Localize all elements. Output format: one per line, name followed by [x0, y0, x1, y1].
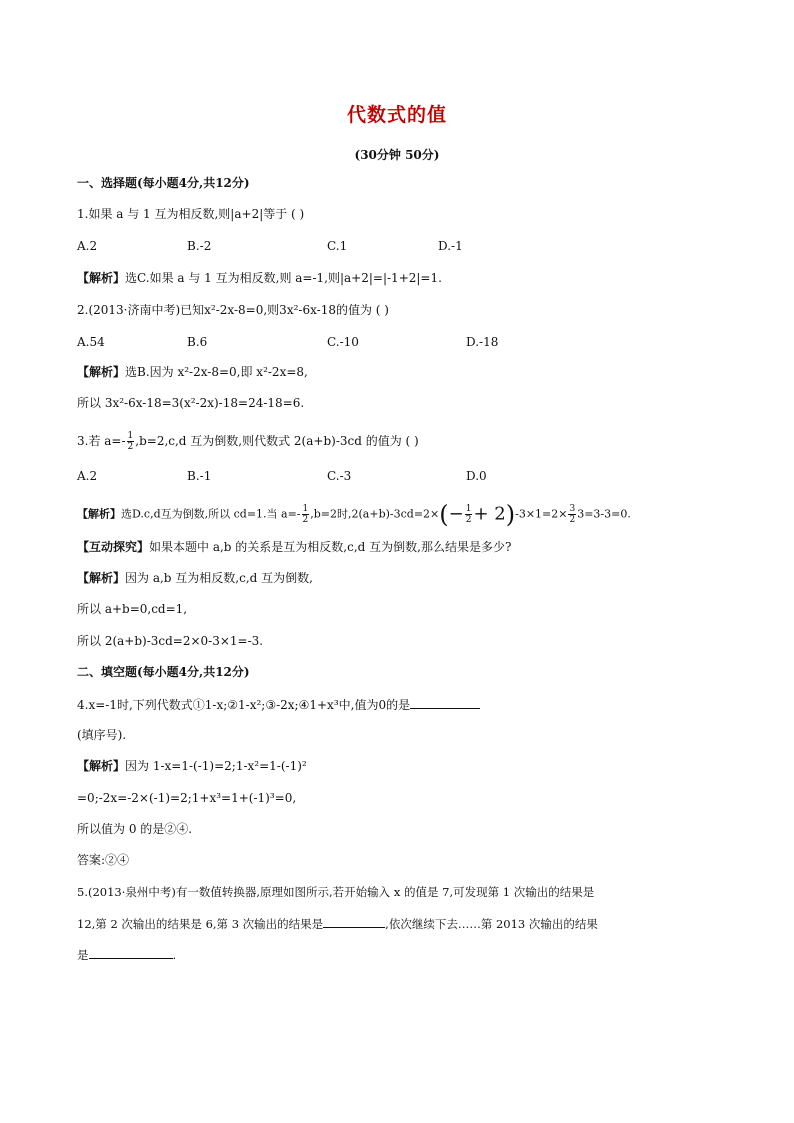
fraction-denominator: 2	[127, 442, 134, 452]
analysis-text: 选B.因为 x²-2x-8=0,即 x²-2x=8,	[125, 365, 308, 379]
right-paren: )	[505, 500, 516, 529]
q3-stem	[77, 431, 419, 452]
analysis-tag: 【解析】	[77, 507, 121, 521]
q3-option-c: C.-3	[327, 469, 352, 483]
explore-analysis-3: 所以 2(a+b)-3cd=2×0-3×1=-3.	[77, 634, 264, 648]
q4-stem-2: (填序号).	[77, 728, 127, 742]
fraction-numerator: 3	[569, 504, 576, 514]
q4-stem-text: 4.x=-1时,下列代数式①1-x;②1-x²;③-2x;④1+x³中,值为0的是	[77, 698, 411, 712]
q1-stem: 1.如果 a 与 1 互为相反数,则|a+2|等于 ( )	[77, 207, 305, 221]
page-subtitle: (30分钟 50分)	[354, 148, 440, 162]
q2-option-d: D.-18	[466, 335, 499, 349]
q5-line-2	[77, 915, 598, 932]
explore-tag: 【互动探究】	[77, 540, 150, 554]
analysis-tag: 【解析】	[77, 759, 126, 773]
fraction	[302, 504, 310, 525]
section2-heading: 二、填空题(每小题4分,共12分)	[77, 665, 250, 679]
q3-option-d: D.0	[466, 469, 487, 483]
q5-text: .	[172, 948, 177, 962]
q5-text: 是	[77, 948, 89, 962]
q4-analysis-1	[77, 758, 307, 774]
q3-analysis	[77, 500, 631, 529]
q5-text: ,依次继续下去……第 2013 次输出的结果	[385, 917, 598, 931]
q4-answer: 答案:②④	[77, 853, 130, 867]
plus-two: + 2	[473, 503, 506, 525]
q5-text: 12,第 2 次输出的结果是 6,第 3 次输出的结果是	[77, 917, 324, 931]
fraction-denominator: 2	[569, 515, 576, 525]
answer-blank[interactable]	[89, 946, 173, 959]
fraction	[568, 504, 576, 525]
explore-text: 如果本题中 a,b 的关系是互为相反数,c,d 互为倒数,那么结果是多少?	[149, 540, 512, 554]
q3-option-a: A.2	[77, 469, 98, 483]
answer-blank[interactable]	[410, 696, 480, 709]
q2-option-b: B.6	[187, 335, 208, 349]
q5-line-3	[77, 946, 176, 963]
fraction-denominator: 2	[465, 515, 472, 525]
fraction-numerator: 1	[302, 504, 309, 514]
q2-option-c: C.-10	[327, 335, 359, 349]
analysis-text: -3×1=2×	[515, 507, 568, 521]
analysis-text: ,b=2时,2(a+b)-3cd=2×	[310, 507, 440, 521]
page-title: 代数式的值	[346, 104, 447, 126]
q2-analysis-1	[77, 364, 308, 380]
explore-analysis-1	[77, 570, 313, 586]
fraction	[127, 431, 135, 452]
q4-analysis-2: =0;-2x=-2×(-1)=2;1+x³=1+(-1)³=0,	[77, 791, 297, 805]
analysis-text: 3=3-3=0.	[577, 507, 631, 521]
q4-analysis-3: 所以值为 0 的是②④.	[77, 822, 193, 836]
fraction-numerator: 1	[465, 504, 472, 514]
minus-sign: −	[448, 503, 464, 525]
q1-option-c: C.1	[327, 239, 348, 253]
q4-stem	[77, 696, 480, 713]
explore-question	[77, 539, 511, 555]
q2-analysis-2: 所以 3x²-6x-18=3(x²-2x)-18=24-18=6.	[77, 396, 305, 410]
q3-stem-part: ,b=2,c,d 互为倒数,则代数式 2(a+b)-3cd 的值为 ( )	[135, 434, 419, 448]
analysis-text: 选D.c,d互为倒数,所以 cd=1.当 a=-	[121, 507, 301, 521]
q1-option-a: A.2	[77, 239, 98, 253]
q1-option-b: B.-2	[187, 239, 212, 253]
q1-analysis	[77, 270, 442, 286]
explore-analysis-2: 所以 a+b=0,cd=1,	[77, 602, 188, 616]
fraction-numerator: 1	[127, 431, 134, 441]
analysis-text: 因为 1-x=1-(-1)=2;1-x²=1-(-1)²	[125, 759, 307, 773]
q1-option-d: D.-1	[438, 239, 463, 253]
analysis-tag: 【解析】	[77, 271, 126, 285]
q2-stem: 2.(2013·济南中考)已知x²-2x-8=0,则3x²-6x-18的值为 ( )	[77, 303, 389, 317]
analysis-tag: 【解析】	[77, 571, 126, 585]
left-paren: (	[439, 500, 449, 529]
q5-line-1: 5.(2013·泉州中考)有一数值转换器,原理如图所示,若开始输入 x 的值是 7,可发现第 1 次输出的结果是	[77, 885, 595, 899]
answer-blank[interactable]	[323, 915, 385, 928]
q2-option-a: A.54	[77, 335, 105, 349]
analysis-text: 选C.如果 a 与 1 互为相反数,则 a=-1,则|a+2|=|-1+2|=1.	[125, 271, 442, 285]
analysis-tag: 【解析】	[77, 365, 126, 379]
analysis-text: 因为 a,b 互为相反数,c,d 互为倒数,	[125, 571, 313, 585]
q3-stem-part: 3.若 a=-	[77, 434, 126, 448]
fraction	[465, 504, 473, 525]
q3-option-b: B.-1	[187, 469, 212, 483]
section1-heading: 一、选择题(每小题4分,共12分)	[77, 176, 250, 190]
fraction-denominator: 2	[302, 515, 309, 525]
